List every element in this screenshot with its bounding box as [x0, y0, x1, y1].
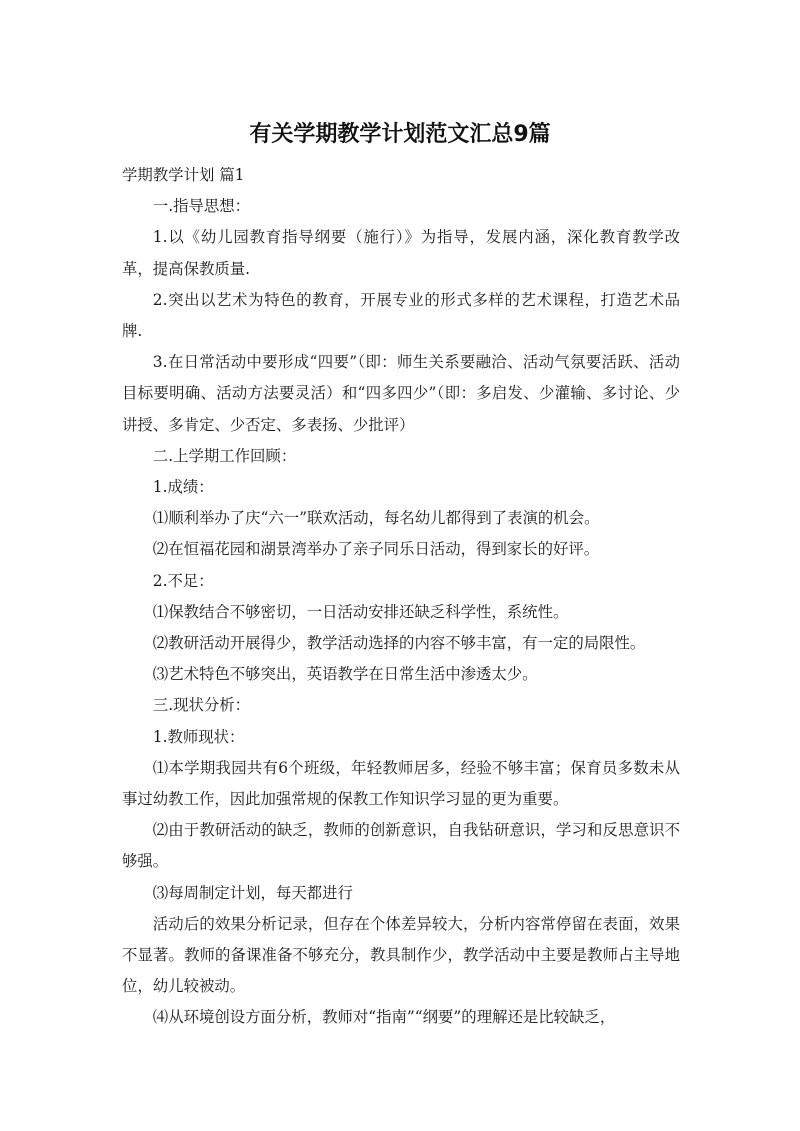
paragraph: ⑵在恒福花园和湖景湾举办了亲子同乐日活动，得到家长的好评。 [152, 540, 600, 559]
paragraph: 3.在日常活动中要形成“四要”（即：师生关系要融洽、活动气氛要活跃、活动目标要明确、活动方法要灵活）和“四多四少”（即：多启发、少灌输、多讨论、少讲授、多肯定、少否定、多表扬、少批评） [122, 353, 680, 434]
paragraph: 2.不足： [152, 571, 214, 590]
paragraph: ⑴保教结合不够密切，一日活动安排还缺乏科学性，系统性。 [152, 602, 569, 621]
paragraph: ⑵教研活动开展得少，教学活动选择的内容不够丰富，有一定的局限性。 [152, 634, 646, 653]
paragraph: 二.上学期工作回顾： [152, 446, 297, 465]
paragraph: 一.指导思想： [152, 197, 251, 216]
paragraph: ⑴本学期我园共有6个班级，年轻教师居多，经验不够丰富；保育员多数未从事过幼教工作，因此加强常规的保教工作知识学习显的更为重要。 [122, 758, 680, 809]
paragraph: 1.教师现状： [152, 727, 245, 746]
paragraph: 三.现状分析： [152, 696, 251, 715]
page-title: 有关学期教学计划范文汇总9篇 [249, 122, 551, 147]
paragraph: 1.以《幼儿园教育指导纲要（施行）》为指导，发展内涵，深化教育教学改革，提高保教质量. [122, 228, 680, 278]
paragraph: 活动后的效果分析记录，但存在个体差异较大，分析内容常停留在表面，效果不显著。教师的备课准备不够充分，教具制作少，教学活动中主要是教师占主导地位，幼儿较被动。 [122, 914, 680, 996]
document-body [122, 160, 680, 1034]
section-heading: 学期教学计划 篇1 [122, 166, 245, 184]
paragraph: 1.成绩： [152, 478, 214, 497]
paragraph: ⑶每周制定计划，每天都进行 [152, 883, 353, 902]
paragraph: ⑷从环境创设方面分析，教师对“指南”“纲要”的理解还是比较缺乏， [152, 1008, 616, 1027]
paragraph: ⑵由于教研活动的缺乏，教师的创新意识，自我钻研意识，学习和反思意识不够强。 [122, 821, 680, 871]
paragraph: ⑴顺利举办了庆“六一”联欢活动，每名幼儿都得到了表演的机会。 [152, 509, 600, 528]
paragraph: ⑶艺术特色不够突出，英语教学在日常生活中渗透太少。 [152, 665, 538, 684]
paragraph: 2.突出以艺术为特色的教育，开展专业的形式多样的艺术课程，打造艺术品牌. [122, 290, 680, 341]
